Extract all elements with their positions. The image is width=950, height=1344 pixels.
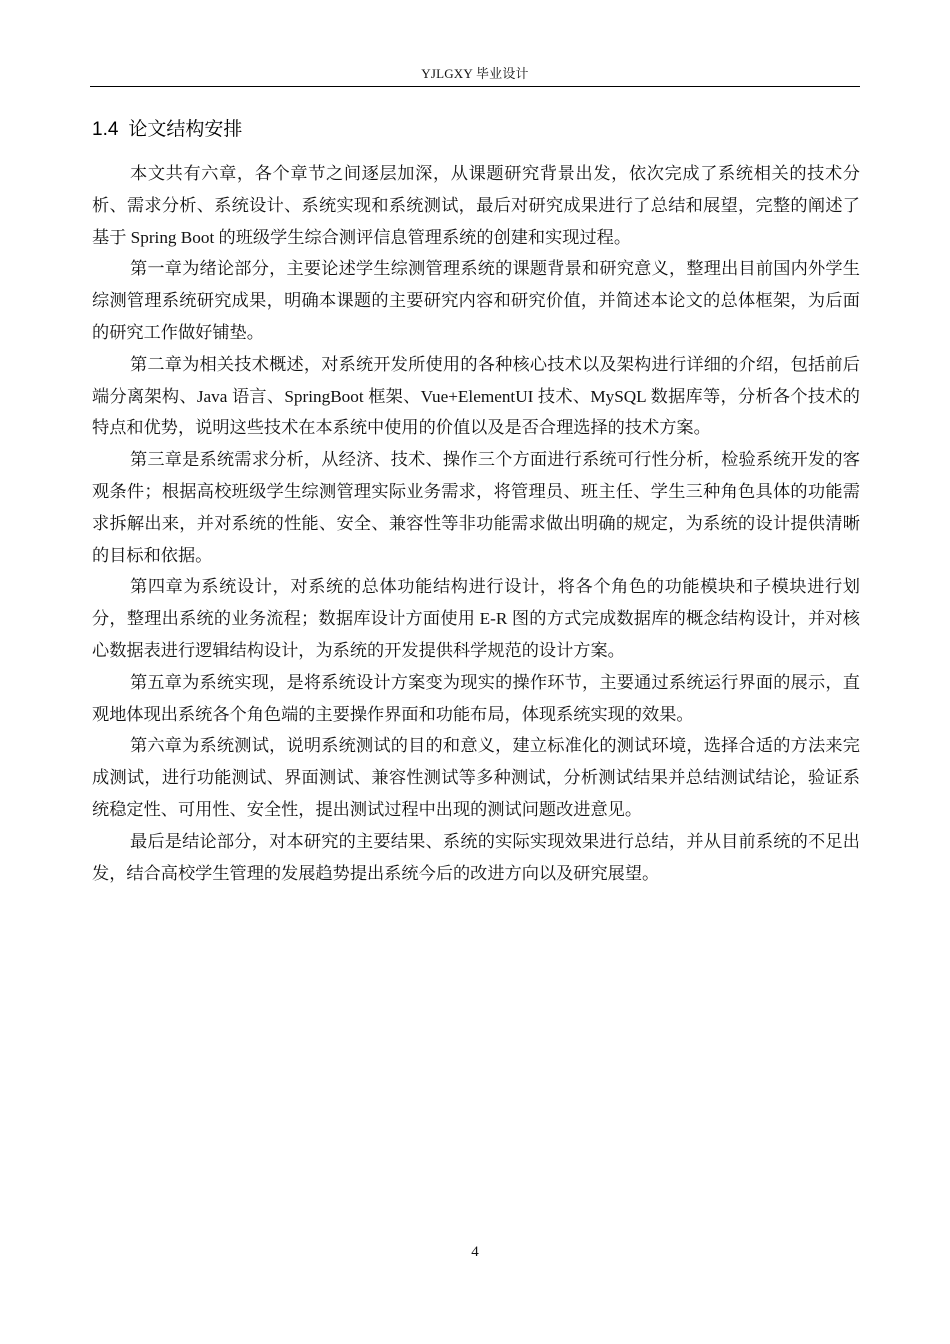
running-header: YJLGXY 毕业设计 xyxy=(421,66,529,81)
section-number: 1.4 xyxy=(92,119,119,140)
paragraph-chapter-6: 第六章为系统测试，说明系统测试的目的和意义，建立标准化的测试环境，选择合适的方法来完成测试，进行功能测试、界面测试、兼容性测试等多种测试，分析测试结果并总结测试结论，验证系统稳定性、可用性、安全性，提出测试过程中出现的测试问题改进意见。 xyxy=(92,736,860,819)
page-number: 4 xyxy=(471,1244,479,1260)
body-text xyxy=(92,158,860,889)
paragraph-chapter-4: 第四章为系统设计，对系统的总体功能结构进行设计，将各个角色的功能模块和子模块进行划分，整理出系统的业务流程；数据库设计方面使用 E-R 图的方式完成数据库的概念结构设计，并对核心数据表进行逻辑结构设计，为系统的开发提供科学规范的设计方案。 xyxy=(92,577,860,660)
paragraph-chapter-5: 第五章为系统实现，是将系统设计方案变为现实的操作环节，主要通过系统运行界面的展示，直观地体现出系统各个角色端的主要操作界面和功能布局，体现系统实现的效果。 xyxy=(92,672,860,724)
paragraph-chapter-1: 第一章为绪论部分，主要论述学生综测管理系统的课题背景和研究意义，整理出目前国内外学生综测管理系统研究成果，明确本课题的主要研究内容和研究价值，并简述本论文的总体框架，为后面的研究工作做好铺垫。 xyxy=(92,259,860,342)
section-heading xyxy=(92,116,242,143)
section-title: 论文结构安排 xyxy=(128,118,243,140)
header-divider xyxy=(90,86,860,87)
paragraph-conclusion: 最后是结论部分，对本研究的主要结果、系统的实际实现效果进行总结，并从目前系统的不足出发，结合高校学生管理的发展趋势提出系统今后的改进方向以及研究展望。 xyxy=(92,831,860,883)
paragraph-chapter-2: 第二章为相关技术概述，对系统开发所使用的各种核心技术以及架构进行详细的介绍，包括前后端分离架构、Java 语言、SpringBoot 框架、Vue+ElementUI 技术、MySQL 数据库等，分析各个技术的特点和优势，说明这些技术在本系统中使用的价值以及是否合理选择的技术方案。 xyxy=(92,354,860,438)
paragraph-chapter-3: 第三章是系统需求分析，从经济、技术、操作三个方面进行系统可行性分析，检验系统开发的客观条件；根据高校班级学生综测管理实际业务需求，将管理员、班主任、学生三种角色具体的功能需求拆解出来，并对系统的性能、安全、兼容性等非功能需求做出明确的规定，为系统的设计提供清晰的目标和依据。 xyxy=(92,450,860,565)
paragraph-overview: 本文共有六章，各个章节之间逐层加深，从课题研究背景出发，依次完成了系统相关的技术分析、需求分析、系统设计、系统实现和系统测试，最后对研究成果进行了总结和展望，完整的阐述了基于 Spring Boot 的班级学生综合测评信息管理系统的创建和实现过程。 xyxy=(92,164,860,247)
